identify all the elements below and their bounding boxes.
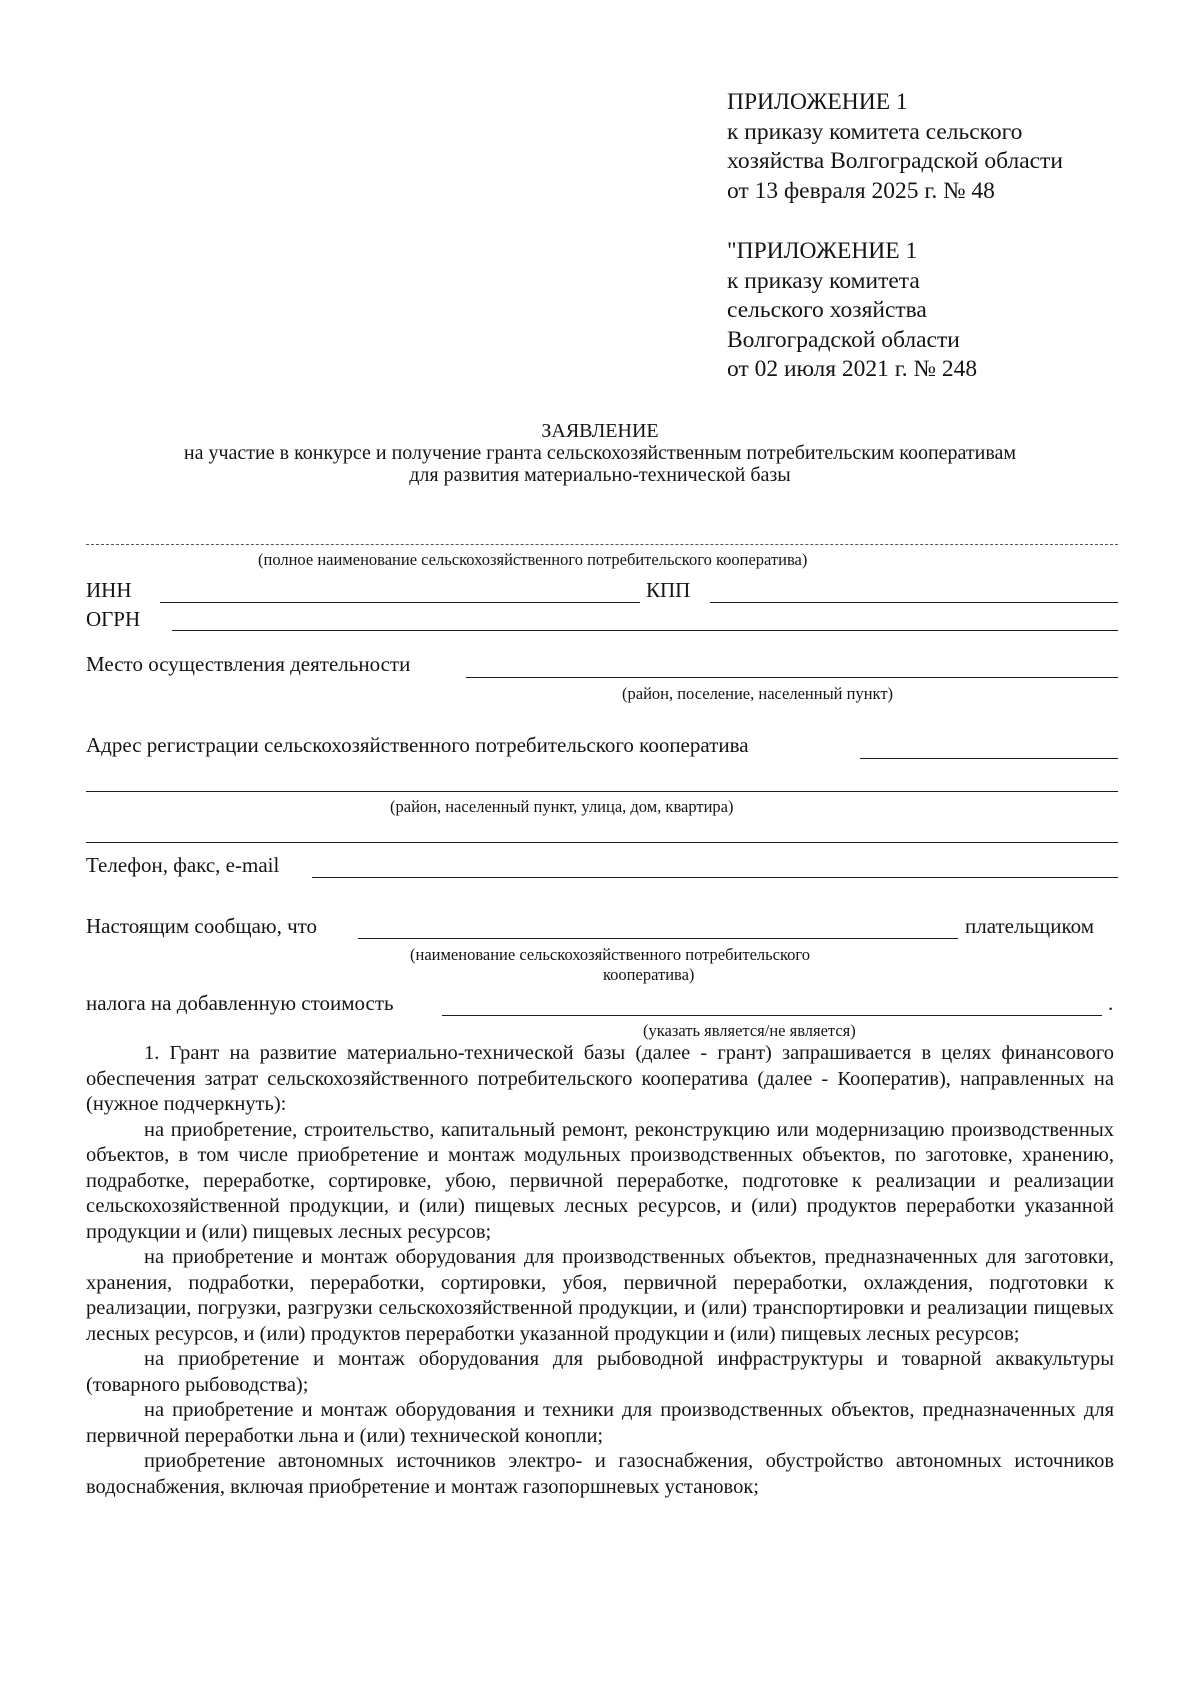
- address-label: Адрес регистрации сельскохозяйственного потребительского кооператива: [86, 733, 749, 757]
- place-caption: (район, поселение, населенный пункт): [622, 684, 894, 703]
- notify-label: Настоящим сообщаю, что: [86, 914, 318, 938]
- paragraph-1-grant-purpose: 1. Грант на развитие материально-технической базы (далее - грант) запрашивается в целях финансового обеспечения затрат сельскохозяйственного потребительского кооператива (далее - Кооператив), направленных на (нужное подчеркнуть):: [86, 1042, 1114, 1115]
- document-title: [0, 420, 1200, 486]
- notify-field[interactable]: [358, 938, 958, 939]
- paragraph-flax-hemp: на приобретение и монтаж оборудования и техники для производственных объектов, предназначенных для первичной переработки льна и (или) технической конопли;: [86, 1399, 1114, 1447]
- header-block-current-order: [727, 88, 1063, 206]
- header-line: хозяйства Волгоградской области: [727, 148, 1063, 174]
- phone-label: Телефон, факс, e-mail: [86, 853, 280, 877]
- notify-caption-cont: кооператива): [603, 965, 695, 984]
- vat-label: налога на добавленную стоимость: [86, 991, 394, 1015]
- ogrn-field[interactable]: [172, 630, 1118, 631]
- paragraph-production-objects: на приобретение, строительство, капитальный ремонт, реконструкцию или модернизацию производственных объектов, в том числе приобретение и монтаж модульных производственных объектов, по заготовке, хранению, подработке, переработке, сортировке, убою, первичной переработке, подготовке к реализации и реализации сельскохозяйственной продукции, и (или) пищевых лесных ресурсов, и (или) продуктов переработки указанной продукции и (или) пищевых лесных ресурсов;: [86, 1118, 1114, 1243]
- vat-caption: (указать является/не является): [643, 1021, 856, 1040]
- title-heading: ЗАЯВЛЕНИЕ: [541, 420, 659, 442]
- place-field[interactable]: [466, 677, 1118, 678]
- header-line: от 02 июля 2021 г. № 248: [727, 356, 978, 382]
- header-line: "ПРИЛОЖЕНИЕ 1: [727, 238, 918, 264]
- title-subline: для развития материально-технической базы: [409, 464, 791, 486]
- header-line: сельского хозяйства: [727, 297, 927, 323]
- paragraph-autonomous-sources: приобретение автономных источников электро- и газоснабжения, обустройство автономных источников водоснабжения, включая приобретение и монтаж газопоршневых установок;: [86, 1450, 1114, 1498]
- title-subline: на участие в конкурсе и получение гранта сельскохозяйственным потребительским кооперативам: [183, 442, 1017, 464]
- paragraph-equipment: на приобретение и монтаж оборудования для производственных объектов, предназначенных для заготовки, хранения, подработки, переработки, сортировки, убоя, первичной переработки, охлаждения, подготовки к реализации, погрузки, разгрузки сельскохозяйственной продукции, и (или) транспортировки и реализации пищевых лесных ресурсов, и (или) продуктов переработки указанной продукции и (или) пищевых лесных ресурсов;: [86, 1246, 1114, 1345]
- name-line[interactable]: [86, 544, 1118, 545]
- header-line: к приказу комитета сельского: [727, 118, 1023, 145]
- phone-field[interactable]: [312, 877, 1118, 878]
- header-block-original-order: [727, 237, 977, 385]
- paragraph-aquaculture: на приобретение и монтаж оборудования для рыбоводной инфраструктуры и товарной аквакультуры (товарного рыбоводства);: [86, 1348, 1114, 1396]
- inn-field[interactable]: [160, 602, 640, 603]
- notify-tail: плательщиком: [965, 914, 1094, 938]
- kpp-field[interactable]: [710, 602, 1118, 603]
- vat-end-mark: .: [1108, 991, 1114, 1015]
- ogrn-label: ОГРН: [86, 607, 141, 631]
- inn-label: ИНН: [86, 578, 132, 602]
- kpp-label: КПП: [646, 578, 691, 602]
- address-caption: (район, населенный пункт, улица, дом, квартира): [390, 797, 734, 816]
- header-line: от 13 февраля 2025 г. № 48: [727, 177, 995, 204]
- vat-field[interactable]: [442, 1015, 1102, 1016]
- header-line: ПРИЛОЖЕНИЕ 1: [727, 89, 908, 115]
- header-line: Волгоградской области: [727, 326, 960, 353]
- address-field[interactable]: [860, 758, 1118, 759]
- place-label: Место осуществления деятельности: [86, 652, 411, 676]
- body-text: [86, 1041, 1114, 1500]
- header-line: к приказу комитета: [727, 267, 920, 294]
- name-caption: (полное наименование сельскохозяйственного потребительского кооператива): [258, 550, 808, 569]
- notify-caption: (наименование сельскохозяйственного потребительского: [410, 945, 811, 964]
- address-field-line-3[interactable]: [86, 842, 1118, 843]
- address-field-line-2[interactable]: [86, 791, 1118, 792]
